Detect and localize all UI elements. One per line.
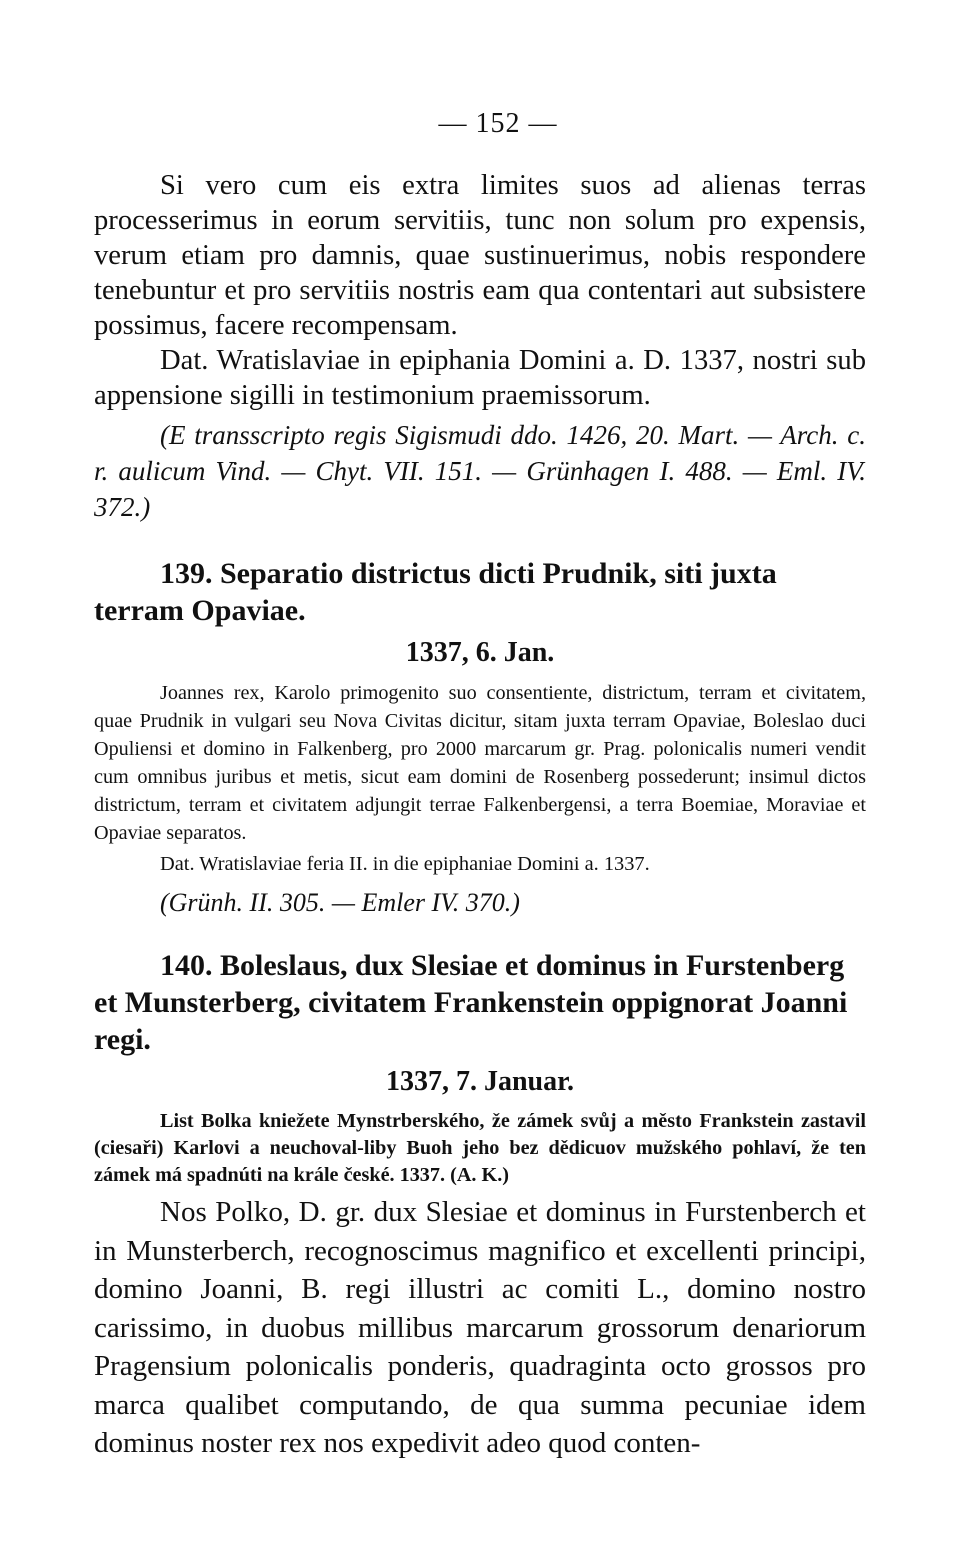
document-140 <box>94 947 866 1463</box>
charter-text: Nos Polko, D. gr. dux Slesiae et dominus in Furstenberch et in Munsterberch, recognoscimus magnifico et excellenti principi, domino Joanni, B. regi illustri ac comiti L., domino nostro carissimo, in duobus millibus marcarum grossorum denariorum Pragensium polonicalis ponderis, quadraginta octo grossos pro marca qualibet computando, de qua summa pecuniae idem dominus noster rex nos expedivit adeo quod conten- <box>94 1196 866 1459</box>
document-date: 1337, 7. Januar. <box>385 1066 574 1097</box>
document-139 <box>94 555 866 921</box>
document-title: Boleslaus, dux Slesiae et dominus in Furstenberg et Munsterberg, civitatem Frankenstein oppignorat Joanni regi. <box>94 949 848 1056</box>
document-date: 1337, 6. Jan. <box>405 637 555 668</box>
document-number: 139. <box>160 557 213 590</box>
dating-clause: Dat. Wratislaviae in epiphania Domini a. D. 1337, nostri sub appensione sigilli in testimonium praemissorum. <box>94 345 866 411</box>
czech-regest: List Bolka kniežete Mynstrberského, že zámek svůj a město Frankstein zastavil (ciesaři) Karlovi a neuchoval-liby Buoh jeho bez dědicuov mužského pohlaví, že ten zámek má spadnúti na krále české. 1337. (A. K.) <box>94 1110 866 1186</box>
document-title: Separatio districtus dicti Prudnik, siti juxta terram Opaviae. <box>94 557 777 627</box>
source-reference: (E transscripto regis Sigismudi ddo. 1426, 20. Mart. — Arch. c. r. aulicum Vind. — Chyt. VII. 151. — Grünhagen I. 488. — Eml. IV. 372.) <box>94 420 866 522</box>
regest-summary: Joannes rex, Karolo primogenito suo consentiente, districtum, terram et civitatem, quae Prudnik in vulgari seu Nova Civitas dicitur, sitam juxta terram Opaviae, Boleslao duci Opuliensi et domino in Falkenberg, pro 2000 marcarum gr. Prag. polonicalis numeri vendit cum omnibus juribus et metis, sicut eam domini de Rosenberg possederunt; insimul dictos districtum, terram et civitatem adjungit terrae Falkenbergensi, a terra Boemiae, Moraviae et Opaviae separatos. <box>94 682 866 844</box>
document-page <box>94 108 866 1463</box>
document-heading <box>94 555 866 629</box>
document-number: 140. <box>160 949 213 982</box>
page-number: — 152 — <box>438 108 558 139</box>
document-heading <box>94 947 866 1058</box>
continuation-paragraph: Si vero cum eis extra limites suos ad alienas terras processerimus in eorum servitiis, tunc non solum pro expensis, verum etiam pro damnis, quae sustinuerimus, nobis respondere tenebuntur et pro servitiis nostris eam qua contentari aut subsistere possimus, facere recompensam. <box>94 170 866 341</box>
regest-reference: (Grünh. II. 305. — Emler IV. 370.) <box>160 888 520 917</box>
regest-dating: Dat. Wratislaviae feria II. in die epiphaniae Domini a. 1337. <box>160 853 650 875</box>
